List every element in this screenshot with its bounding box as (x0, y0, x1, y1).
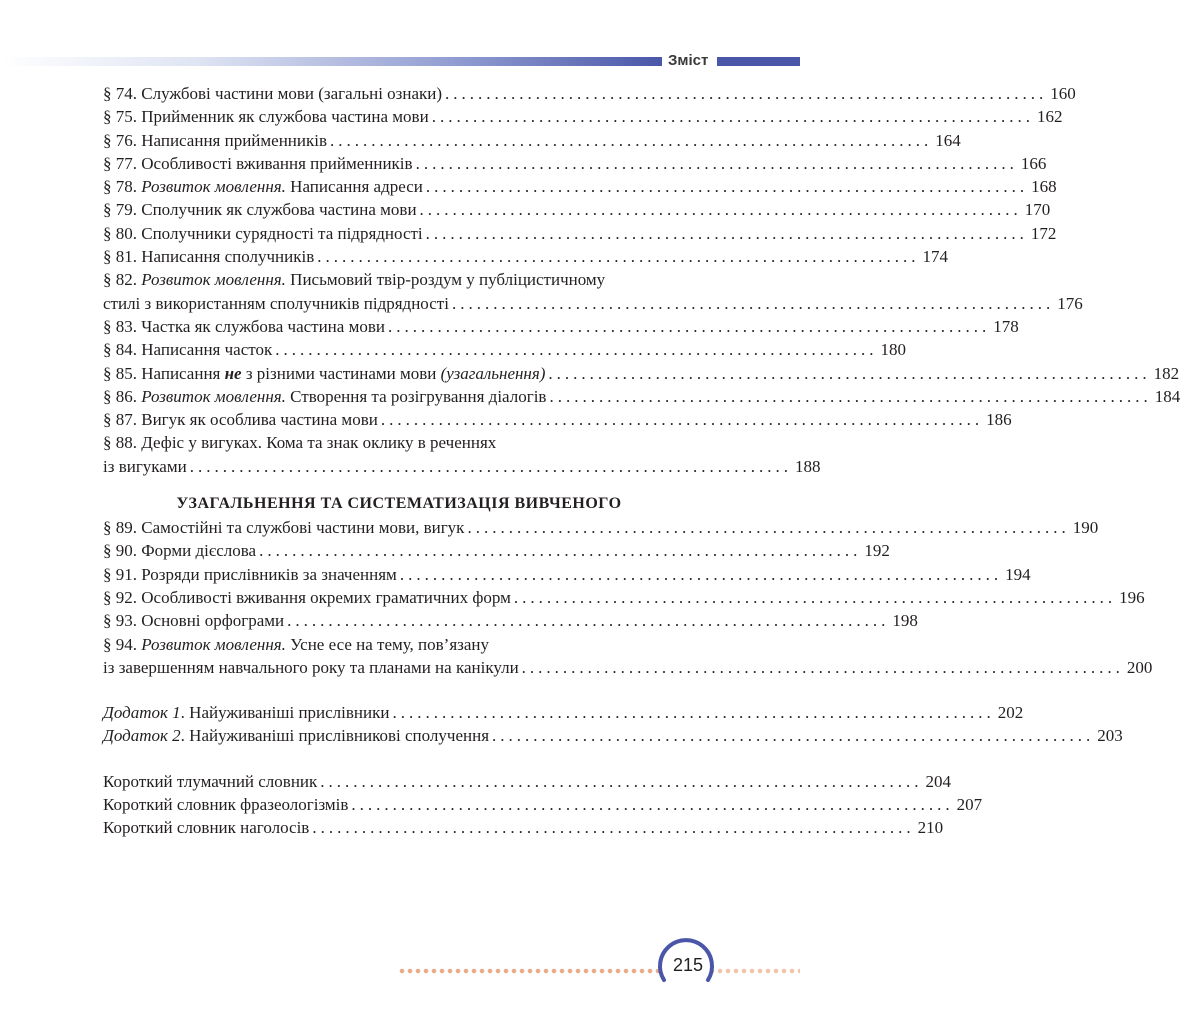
toc-entry[interactable]: § 90. Форми дієслова ......................................................................... 192 (103, 541, 890, 561)
toc-entry[interactable]: § 78. Розвиток мовлення. Написання адреси ......................................................................... 168 (103, 177, 1057, 197)
toc-entry[interactable]: Короткий словник фразеологізмів ......................................................................... 207 (103, 795, 983, 815)
toc-entry[interactable]: § 74. Службові частини мови (загальні ознаки) ......................................................................... 160 (103, 84, 1076, 103)
toc-entry[interactable]: § 91. Розряди прислівників за значенням ......................................................................... 194 (103, 564, 1031, 584)
table-of-contents (103, 82, 1180, 840)
toc-entry[interactable]: § 76. Написання прийменників ......................................................................... 164 (103, 130, 961, 150)
toc-entry[interactable]: із вигуками ......................................................................... 188 (103, 456, 821, 476)
toc-entry[interactable]: § 85. Написання не з різними частинами мови (узагальнення) ......................................................................... 182 (103, 363, 1180, 383)
toc-entry[interactable]: § 89. Самостійні та службові частини мови, вигук ......................................................................... 190 (103, 518, 1099, 538)
toc-entry-line1[interactable]: § 88. Дефіс у вигуках. Кома та знак оклику в реченнях (103, 433, 497, 453)
spacer (103, 679, 695, 701)
toc-entry[interactable]: § 81. Написання сполучників ......................................................................... 174 (103, 247, 949, 267)
header-decor-bar (0, 57, 662, 66)
spacer (103, 748, 695, 770)
toc-entry[interactable]: Короткий тлумачний словник ......................................................................... 204 (103, 771, 952, 791)
section-title: Зміст (668, 52, 709, 69)
page-number: 215 (672, 955, 704, 975)
toc-entry[interactable]: § 83. Частка як службова частина мови ......................................................................... 178 (103, 316, 1019, 336)
toc-entry[interactable]: § 75. Прийменник як службова частина мови ......................................................................... 162 (103, 107, 1063, 127)
toc-entry[interactable]: § 80. Сполучники сурядності та підрядності ......................................................................... 172 (103, 223, 1057, 243)
section-heading: УЗАГАЛЬНЕННЯ ТА СИСТЕМАТИЗАЦІЯ ВИВЧЕНОГО (176, 495, 622, 513)
toc-entry[interactable]: із завершенням навчального року та планами на канікули ......................................................................... 200 (103, 657, 1153, 677)
toc-entry[interactable]: Додаток 2. Найуживаніші прислівникові сполучення ......................................................................... 203 (103, 726, 1123, 746)
toc-entry-line1[interactable]: § 94. Розвиток мовлення. Усне есе на тему, пов’язану (103, 634, 490, 654)
toc-entry[interactable]: § 86. Розвиток мовлення. Створення та розігрування діалогів ......................................................................... 184 (103, 386, 1180, 406)
header-decor-bar-right (717, 57, 800, 66)
toc-entry[interactable]: § 84. Написання часток ......................................................................... 180 (103, 340, 906, 360)
toc-entry[interactable]: стилі з використанням сполучників підрядності ......................................................................... 176 (103, 293, 1083, 313)
toc-entry-line1[interactable]: § 82. Розвиток мовлення. Письмовий твір-роздум у публіцистичному (103, 270, 606, 290)
toc-entry[interactable]: Короткий словник наголосів ......................................................................... 210 (103, 818, 944, 838)
footer-decor-dots (398, 967, 660, 975)
footer-decor-dots-right (708, 967, 800, 975)
toc-entry[interactable]: § 92. Особливості вживання окремих граматичних форм ......................................................................... 196 (103, 587, 1145, 607)
toc-entry[interactable]: § 87. Вигук як особлива частина мови ......................................................................... 186 (103, 410, 1012, 430)
toc-entry[interactable]: § 93. Основні орфограми ......................................................................... 198 (103, 611, 918, 631)
toc-entry[interactable]: Додаток 1. Найуживаніші прислівники ......................................................................... 202 (103, 703, 1024, 723)
toc-entry[interactable]: § 77. Особливості вживання прийменників ......................................................................... 166 (103, 153, 1047, 173)
toc-entry[interactable]: § 79. Сполучник як службова частина мови ......................................................................... 170 (103, 200, 1051, 220)
